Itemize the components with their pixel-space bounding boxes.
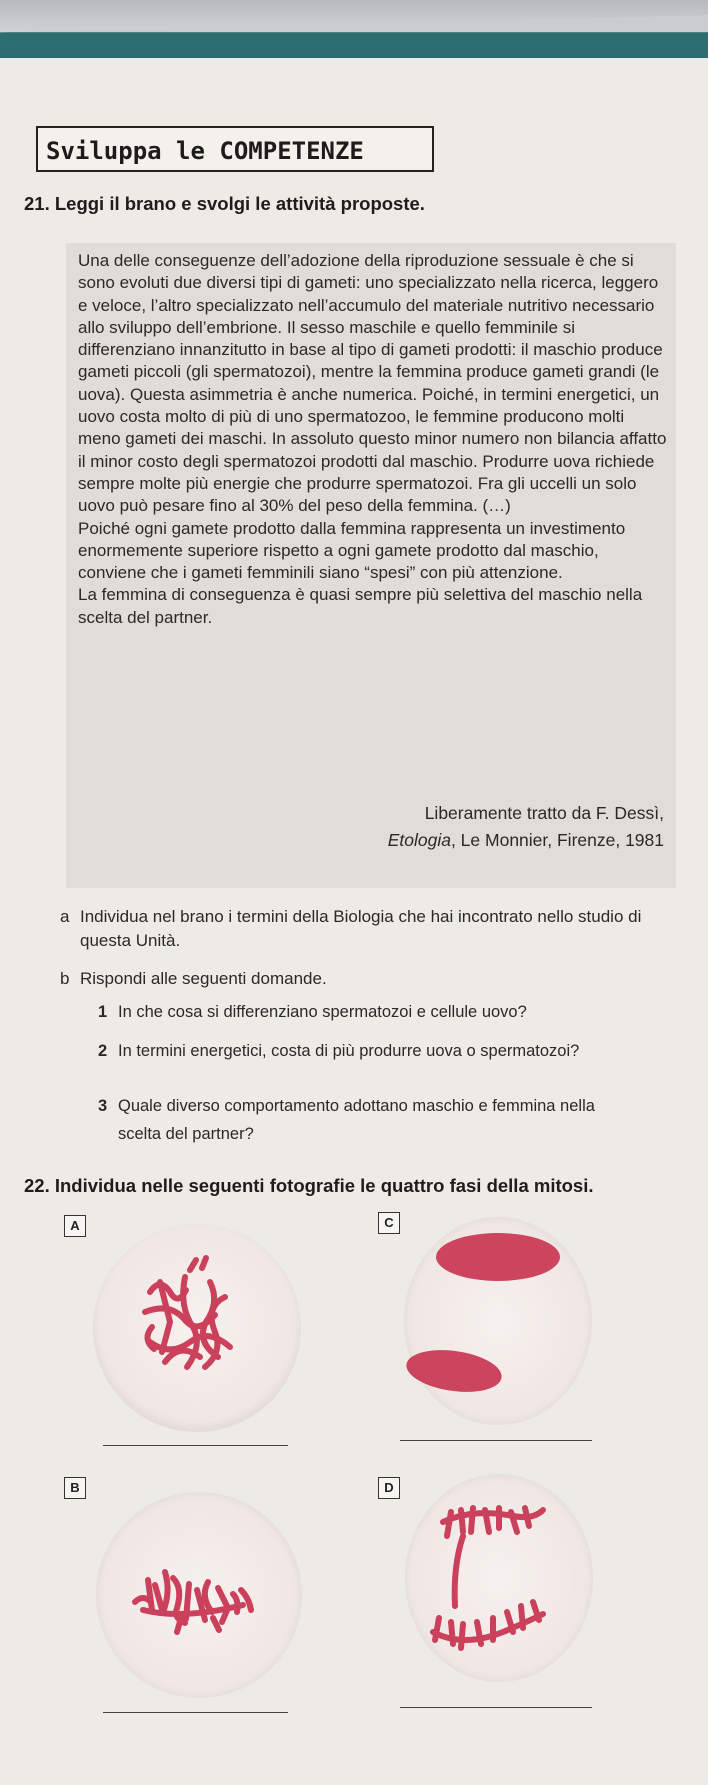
task-b-letter: b xyxy=(60,969,70,988)
passage-paragraph-2: Poiché ogni gamete prodotto dalla femmina rappresenta un investimento enormemente superiore rispetto a ogni gamete prodotto dal maschio, conviene che i gameti femminili siano “spesi” con più attenzione. xyxy=(78,518,626,583)
task-a-letter: a xyxy=(60,907,70,926)
photo-b-metaphase xyxy=(93,1490,305,1700)
answer-line-a[interactable] xyxy=(103,1445,288,1446)
photo-a-label: A xyxy=(64,1215,86,1237)
passage-paragraph-3: La femmina di conseguenza è quasi sempre più selettiva del maschio nella scelta del partner. xyxy=(78,585,643,627)
question-3 xyxy=(98,1092,618,1148)
task-b-text: Rispondi alle seguenti domande. xyxy=(80,969,327,988)
question-1-text: In che cosa si differenziano spermatozoi e cellule uovo? xyxy=(118,1003,527,1021)
section-title: Sviluppa le COMPETENZE xyxy=(36,126,434,172)
source-book-title: Etologia xyxy=(387,830,451,850)
question-2-number: 2 xyxy=(98,1042,108,1060)
answer-line-d[interactable] xyxy=(400,1707,592,1708)
question-1 xyxy=(98,998,678,1026)
reading-passage xyxy=(78,250,670,629)
source-publisher: , Le Monnier, Firenze, 1981 xyxy=(450,830,664,850)
photo-a-prophase xyxy=(90,1222,305,1434)
passage-source xyxy=(388,800,664,854)
source-line-2 xyxy=(388,827,664,854)
photo-d-label: D xyxy=(378,1477,400,1499)
exercise-22-title: 22. Individua nelle seguenti fotografie le quattro fasi della mitosi. xyxy=(24,1175,594,1196)
question-1-number: 1 xyxy=(98,1003,108,1021)
exercise-21-title: 21. Leggi il brano e svolgi le attività proposte. xyxy=(24,193,425,214)
photo-d-anaphase xyxy=(403,1472,595,1684)
photo-b-label: B xyxy=(64,1477,86,1499)
answer-line-c[interactable] xyxy=(400,1440,592,1441)
page-top-band xyxy=(0,0,708,58)
passage-paragraph-1: Una delle conseguenze dell’adozione della riproduzione sessuale è che si sono evoluti due diversi tipi di gameti: uno specializzato nella ricerca, leggero e veloce, l’altro specializzato nell’accumulo del materiale nutritivo necessario allo sviluppo dell’embrione. Il sesso maschile e quello femminile si differenziano innanzitutto in base al tipo di gameti prodotti: il maschio produce gameti piccoli (gli spermatozoi), mentre la femmina produce gameti grandi (le uova). Questa asimmetria è anche numerica. Poiché, in termini energetici, un uovo costa molto di più di uno spermatozoo, le femmine producono molti meno gameti dei maschi. In assoluto questo minor numero non bilancia affatto il minor costo degli spermatozoi prodotti dal maschio. Produrre uova richiede sempre molte più energie che produrre spermatozoi. Fra gli uccelli un solo uovo può pesare fino al 30% del peso della femmina. (…) xyxy=(78,251,667,516)
task-a xyxy=(60,905,670,953)
question-2 xyxy=(98,1037,598,1065)
task-b xyxy=(60,967,670,991)
source-line-1: Liberamente tratto da F. Dessì, xyxy=(424,803,664,823)
question-2-text: In termini energetici, costa di più produrre uova o spermatozoi? xyxy=(118,1042,580,1060)
question-3-number: 3 xyxy=(98,1097,108,1115)
question-3-text: Quale diverso comportamento adottano maschio e femmina nella scelta del partner? xyxy=(118,1097,595,1143)
answer-line-b[interactable] xyxy=(103,1712,288,1713)
photo-c-telophase xyxy=(402,1215,594,1427)
photo-c-label: C xyxy=(378,1212,400,1234)
task-a-text: Individua nel brano i termini della Biologia che hai incontrato nello studio di questa Unità. xyxy=(80,907,642,950)
